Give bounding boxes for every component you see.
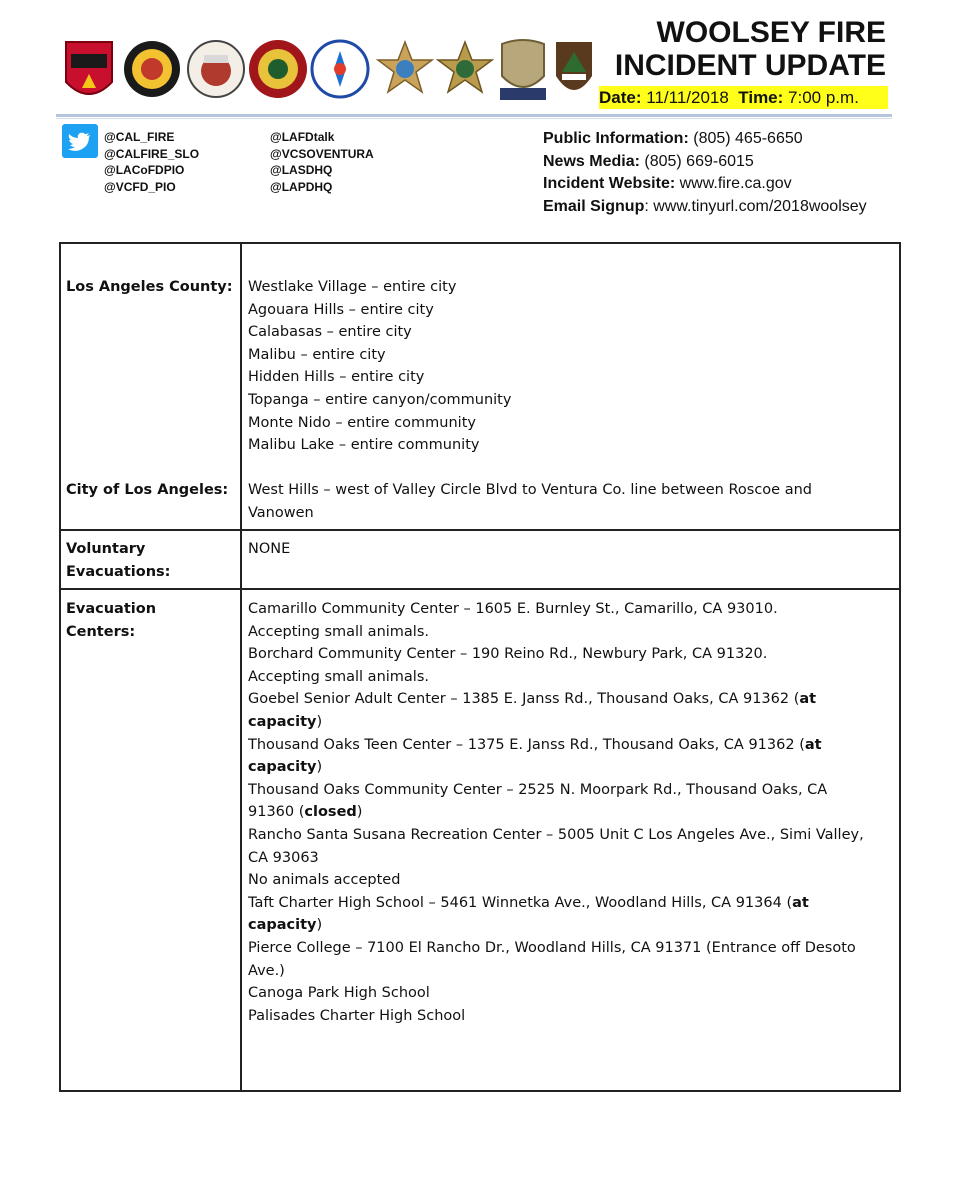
center-status: at (804, 736, 822, 753)
list-item: Malibu Lake – entire community (248, 437, 480, 454)
list-item: CA 93063 (248, 849, 319, 866)
list-item: Borchard Community Center – 190 Reino Rd., Newbury Park, CA 91320. (248, 646, 768, 663)
center-status: at (792, 894, 809, 911)
list-item (248, 801, 864, 824)
news-media (543, 151, 867, 174)
twitter-handle[interactable]: @VCFD_PIO (104, 179, 176, 194)
label-line: Centers: (66, 624, 136, 640)
date-label: Date: (599, 88, 642, 107)
list-item: Thousand Oaks Community Center – 2525 N. Moorpark Rd., Thousand Oaks, CA (248, 781, 828, 798)
center-status: capacity (248, 759, 317, 776)
ventura-county-sheriff-badge (376, 40, 434, 98)
incident-management-team-logo (122, 39, 182, 99)
twitter-handle[interactable]: @LACoFDPIO (104, 163, 185, 177)
title-line-1: WOOLSEY FIRE (656, 16, 886, 49)
email-signup-link[interactable]: : www.tinyurl.com/2018woolsey (644, 197, 867, 215)
center-text: Thousand Oaks Teen Center – 1375 E. Janss Rd., Thousand Oaks, CA 91362 ( (248, 736, 805, 753)
voluntary-evacuations-value: NONE (248, 541, 291, 557)
table-row-divider (59, 529, 901, 531)
website-label: Incident Website: (543, 175, 676, 192)
center-status: closed (304, 804, 357, 821)
incident-website (543, 173, 867, 196)
center-text: ) (316, 917, 323, 934)
news-media-label: News Media: (543, 152, 640, 170)
social-handles-col1 (104, 129, 199, 195)
list-item: No animals accepted (248, 872, 401, 889)
center-text: ) (316, 713, 323, 730)
list-item: West Hills – west of Valley Circle Blvd to Ventura Co. line between Roscoe and (248, 482, 812, 498)
list-item: Ave.) (248, 962, 285, 979)
header-divider (56, 114, 892, 117)
twitter-handle[interactable]: @VCSOVENTURA (270, 146, 374, 161)
list-item (248, 734, 864, 757)
list-item: Monte Nido – entire community (248, 414, 476, 431)
list-item: Canoga Park High School (248, 985, 430, 1002)
la-county-sheriff-badge (436, 40, 494, 98)
ventura-county-fire-department-logo (310, 39, 370, 99)
table-row-divider (59, 588, 901, 590)
website-link[interactable]: www.fire.ca.gov (679, 175, 792, 192)
city-la-evacuations (248, 479, 812, 524)
twitter-icon (62, 124, 98, 158)
row-label-centers (66, 598, 156, 644)
table-column-divider (240, 242, 242, 1092)
page-title (615, 16, 886, 82)
news-media-phone[interactable]: (805) 669-6015 (644, 152, 754, 170)
list-item: Palisades Charter High School (248, 1007, 466, 1024)
row-label-la-county: Los Angeles County: (66, 279, 233, 295)
list-item: Rancho Santa Susana Recreation Center – 5005 Unit C Los Angeles Ave., Simi Valley, (248, 826, 864, 843)
email-signup (543, 196, 867, 219)
center-status: capacity (248, 713, 317, 730)
public-info-phone[interactable]: (805) 465-6650 (693, 130, 803, 147)
list-item: Hidden Hills – entire city (248, 369, 425, 386)
la-county-evacuations (248, 276, 511, 457)
label-line: Evacuations: (66, 564, 171, 580)
list-item: Topanga – entire canyon/community (248, 391, 512, 408)
list-item (248, 711, 864, 734)
twitter-handle[interactable]: @CALFIRE_SLO (104, 146, 200, 161)
contact-info (543, 128, 867, 218)
lapd-badge (494, 36, 552, 102)
time-label: Time: (738, 88, 784, 107)
list-item: Calabasas – entire city (248, 324, 412, 341)
list-item: Vanowen (248, 504, 314, 521)
list-item (248, 914, 864, 937)
date-value: 11/11/2018 (646, 88, 729, 107)
label-line: Voluntary (66, 541, 146, 557)
list-item (248, 892, 864, 915)
label-line: Evacuation (66, 601, 157, 617)
title-line-2: INCIDENT UPDATE (614, 49, 886, 82)
center-status: capacity (248, 917, 317, 934)
list-item: Agouara Hills – entire city (248, 301, 434, 318)
center-text: Goebel Senior Adult Center – 1385 E. Janss Rd., Thousand Oaks, CA 91362 ( (248, 691, 800, 708)
social-handles-col2 (270, 129, 374, 195)
los-angeles-fire-department-logo (248, 38, 308, 100)
list-item: Pierce College – 7100 El Rancho Dr., Woodland Hills, CA 91371 (Entrance off Desoto (248, 939, 856, 956)
row-label-city-la: City of Los Angeles: (66, 482, 229, 498)
center-text: Taft Charter High School – 5461 Winnetka Ave., Woodland Hills, CA 91364 ( (248, 894, 793, 911)
email-signup-label: Email Signup (543, 197, 645, 215)
center-text: 91360 ( (248, 804, 305, 821)
twitter-handle[interactable]: @LASDHQ (270, 163, 333, 177)
time-value: 7:00 p.m. (788, 88, 859, 107)
cal-fire-logo (62, 38, 116, 106)
list-item (248, 688, 864, 711)
list-item: Accepting small animals. (248, 668, 429, 685)
evacuation-centers-list (248, 598, 864, 1027)
list-item (248, 756, 864, 779)
row-label-voluntary (66, 538, 170, 584)
public-info-label: Public Information: (543, 130, 689, 147)
list-item: Malibu – entire city (248, 346, 386, 363)
center-text: ) (316, 759, 323, 776)
public-information (543, 128, 867, 151)
list-item: Accepting small animals. (248, 623, 429, 640)
twitter-handle[interactable]: @CAL_FIRE (104, 130, 175, 144)
date-time-bar (599, 86, 888, 109)
center-status: at (799, 691, 817, 708)
center-text: ) (356, 804, 363, 821)
la-county-fire-department-logo (186, 39, 246, 99)
header-divider-light (56, 118, 892, 119)
twitter-handle[interactable]: @LAFDtalk (270, 130, 335, 144)
national-park-service-logo (554, 38, 594, 100)
list-item: Westlake Village – entire city (248, 279, 457, 295)
twitter-handle[interactable]: @LAPDHQ (270, 179, 333, 194)
list-item: Camarillo Community Center – 1605 E. Burnley St., Camarillo, CA 93010. (248, 601, 778, 617)
